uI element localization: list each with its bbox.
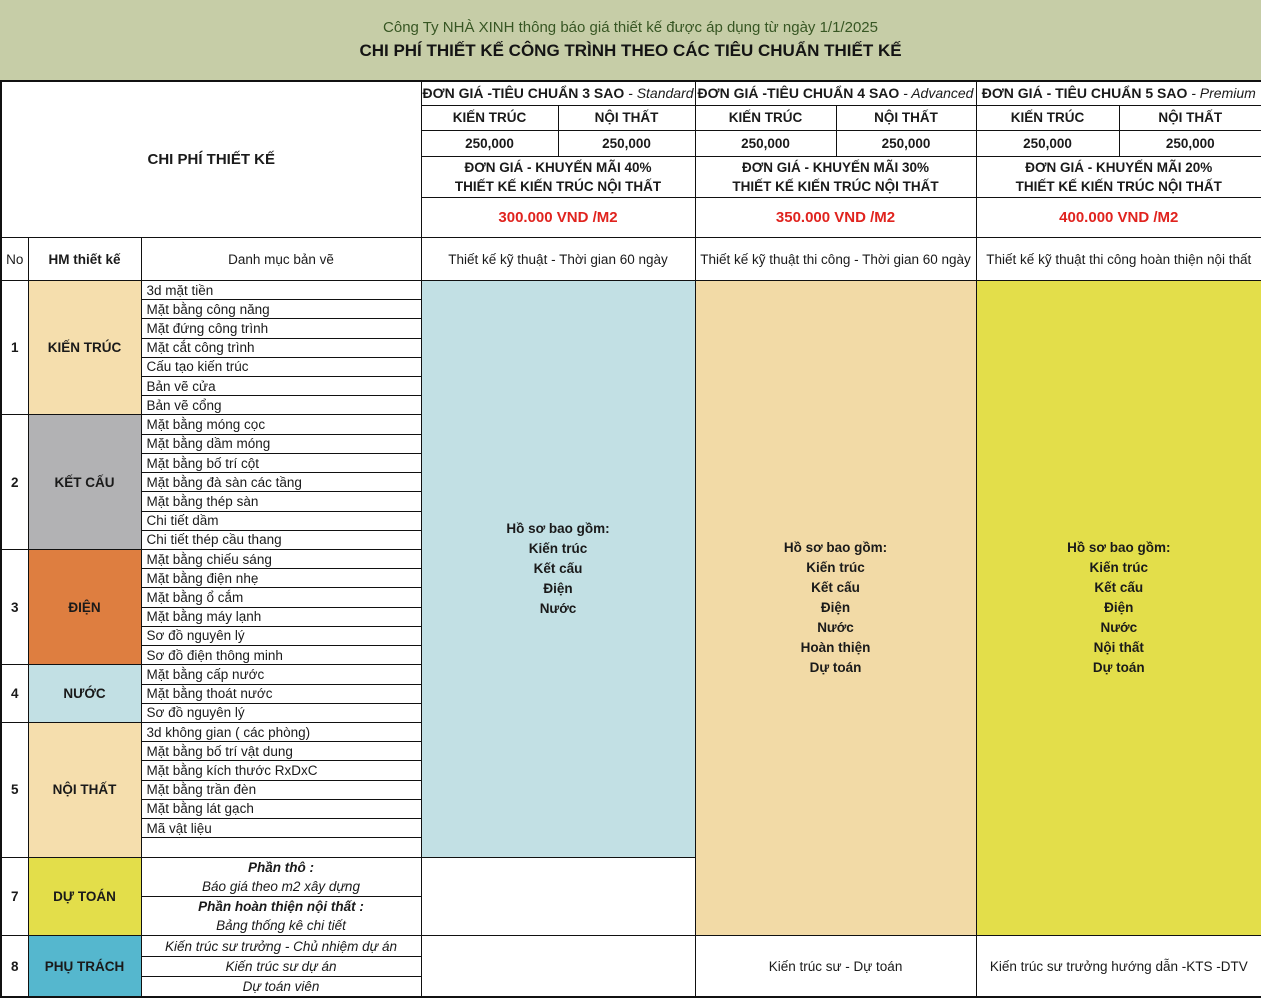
includes-line: Điện: [1104, 600, 1134, 616]
banner: [0, 0, 1261, 80]
row-number: 7: [1, 857, 28, 936]
includes-line: Kết cấu: [811, 580, 860, 596]
includes-line: Dự toán: [809, 660, 862, 676]
arch-price-4sao: 250,000: [695, 131, 836, 157]
includes-line: Kiến trúc: [528, 540, 588, 556]
interior-price-5sao: 250,000: [1119, 131, 1261, 157]
promo-3sao-line2: THIẾT KẾ KIẾN TRÚC NỘI THẤT: [454, 179, 662, 195]
drawing-item: Sơ đồ nguyên lý: [141, 626, 421, 645]
interior-price-3sao: 250,000: [558, 131, 695, 157]
includes-title: Hồ sơ bao gồm:: [783, 540, 888, 556]
arch-header-5sao: KIẾN TRÚC: [976, 105, 1119, 130]
drawing-item: Bản vẽ cửa: [141, 377, 421, 396]
interior-header-4sao: NỘI THẤT: [836, 105, 976, 130]
category-estimate: DỰ TOÁN: [28, 857, 141, 936]
promo-4sao: [695, 157, 976, 198]
tier-5sao-suffix: - Premium: [1191, 85, 1256, 102]
staff-cell-5sao: Kiến trúc sư trưởng hướng dẫn -KTS -DTV: [976, 936, 1261, 997]
drawing-item: Mặt bằng móng cọc: [141, 415, 421, 434]
tier-3sao-title: [421, 81, 695, 105]
header-no: No: [1, 238, 28, 281]
includes-cell-5sao: [976, 280, 1261, 935]
drawing-item: Bản vẽ cổng: [141, 396, 421, 415]
drawing-item: Cấu tạo kiến trúc: [141, 357, 421, 376]
estimate-head: Phần hoàn thiện nội thất :: [198, 899, 364, 915]
staff-cell-4sao: Kiến trúc sư - Dự toán: [695, 936, 976, 997]
category-architecture: KIẾN TRÚC: [28, 280, 141, 415]
promo-5sao-line1: ĐƠN GIÁ - KHUYẾN MÃI 20%: [1025, 159, 1213, 175]
scope-4sao: Thiết kế kỹ thuật thi công - Thời gian 60 ngày: [695, 238, 976, 281]
drawing-item: 3d mặt tiền: [141, 280, 421, 299]
tier-4sao-title: [695, 81, 976, 105]
drawing-item: Mặt bằng máy lạnh: [141, 607, 421, 626]
arch-header-3sao: KIẾN TRÚC: [421, 105, 558, 130]
drawing-item: Chi tiết dầm: [141, 511, 421, 530]
drawing-item: Mặt bằng chiếu sáng: [141, 550, 421, 569]
row-number: 2: [1, 415, 28, 550]
includes-line: Kiến trúc: [806, 560, 865, 576]
interior-price-4sao: 250,000: [836, 131, 976, 157]
interior-header-3sao: NỘI THẤT: [558, 105, 695, 130]
category-staff: PHỤ TRÁCH: [28, 936, 141, 997]
includes-cell-4sao: [695, 280, 976, 935]
category-electrical: ĐIỆN: [28, 550, 141, 665]
staff-role: Kiến trúc sư trưởng - Chủ nhiệm dự án: [141, 936, 421, 956]
header-drawings: Danh mục bản vẽ: [141, 238, 421, 281]
promo-4sao-line2: THIẾT KẾ KIẾN TRÚC NỘI THẤT: [732, 179, 939, 195]
estimate-sub: Báo giá theo m2 xây dựng: [202, 878, 360, 894]
includes-line: Kết cấu: [1094, 580, 1144, 596]
drawing-item: Mặt bằng điện nhẹ: [141, 569, 421, 588]
arch-price-3sao: 250,000: [421, 131, 558, 157]
empty-3sao-estimate-cell: [421, 857, 695, 936]
category-interior: NỘI THẤT: [28, 722, 141, 857]
estimate-sub: Bảng thống kê chi tiết: [216, 918, 346, 934]
includes-cell-3sao: [421, 280, 695, 857]
row-number: 1: [1, 280, 28, 415]
drawing-item: Mặt bằng đà sàn các tầng: [141, 473, 421, 492]
includes-line: Kết cấu: [533, 560, 583, 576]
row-number: 3: [1, 550, 28, 665]
tier-3sao-suffix: - Standard: [628, 85, 694, 102]
includes-line: Nội thất: [1093, 640, 1144, 656]
tier-4sao-title-text: ĐƠN GIÁ -TIÊU CHUẨN 4 SAO: [697, 85, 900, 102]
row-number: 5: [1, 722, 28, 857]
page-title: CHI PHÍ THIẾT KẾ CÔNG TRÌNH THEO CÁC TIÊU CHUẨN THIẾT KẾ: [359, 41, 902, 60]
drawing-item: Sơ đồ điện thông minh: [141, 646, 421, 665]
empty-3sao-staff-cell: [421, 936, 695, 997]
includes-line: Dự toán: [1092, 660, 1145, 676]
includes-line: Hoàn thiện: [800, 640, 871, 656]
promo-5sao-line2: THIẾT KẾ KIẾN TRÚC NỘI THẤT: [1015, 179, 1222, 195]
drawing-item: Mã vật liệu: [141, 819, 421, 838]
includes-line: Nước: [817, 620, 854, 636]
price-table: [0, 80, 1261, 998]
tier-5sao-title-text: ĐƠN GIÁ - TIÊU CHUẨN 5 SAO: [981, 85, 1188, 102]
includes-line: Nước: [539, 600, 577, 616]
drawing-item-empty: [141, 838, 421, 857]
arch-header-4sao: KIẾN TRÚC: [695, 105, 836, 130]
promo-4sao-line1: ĐƠN GIÁ - KHUYẾN MÃI 30%: [741, 159, 930, 175]
drawing-item: Sơ đồ nguyên lý: [141, 703, 421, 722]
includes-line: Kiến trúc: [1089, 560, 1149, 576]
includes-line: Nước: [1100, 620, 1138, 636]
includes-title: Hồ sơ bao gồm:: [1067, 540, 1171, 556]
cost-title-cell: CHI PHÍ THIẾT KẾ: [1, 81, 421, 238]
scope-5sao: Thiết kế kỹ thuật thi công hoàn thiện nội thất: [976, 238, 1261, 281]
promo-price-5sao: 400.000 VND /M2: [976, 197, 1261, 237]
drawing-item: Mặt cắt công trình: [141, 338, 421, 357]
drawing-item: Mặt bằng dầm móng: [141, 434, 421, 453]
drawing-item: Mặt bằng ổ cắm: [141, 588, 421, 607]
drawing-item: Mặt bằng trần đèn: [141, 780, 421, 799]
category-plumbing: NƯỚC: [28, 665, 141, 723]
arch-price-5sao: 250,000: [976, 131, 1119, 157]
header-category: HM thiết kế: [28, 238, 141, 281]
drawing-item: Mặt bằng thoát nước: [141, 684, 421, 703]
scope-3sao: Thiết kế kỹ thuật - Thời gian 60 ngày: [421, 238, 695, 281]
drawing-item: Mặt bằng công năng: [141, 300, 421, 319]
tier-4sao-suffix: - Advanced: [903, 85, 974, 102]
promo-price-3sao: 300.000 VND /M2: [421, 197, 695, 237]
drawing-item: Mặt bằng bố trí vật dung: [141, 742, 421, 761]
includes-line: Điện: [820, 600, 851, 616]
row-number: 8: [1, 936, 28, 997]
tier-3sao-title-text: ĐƠN GIÁ -TIÊU CHUẨN 3 SAO: [422, 85, 625, 102]
drawing-item: Chi tiết thép cầu thang: [141, 530, 421, 549]
row-number: 4: [1, 665, 28, 723]
tier-5sao-title: [976, 81, 1261, 105]
drawing-item: Mặt bằng bố trí cột: [141, 453, 421, 472]
drawing-item: Mặt đứng công trình: [141, 319, 421, 338]
category-structure: KẾT CẤU: [28, 415, 141, 550]
staff-role: Kiến trúc sư dự án: [141, 956, 421, 976]
estimate-pair: [141, 896, 421, 935]
drawing-item: 3d không gian ( các phòng): [141, 722, 421, 741]
includes-title: Hồ sơ bao gồm:: [506, 520, 610, 536]
drawing-item: Mặt bằng cấp nước: [141, 665, 421, 684]
promo-3sao-line1: ĐƠN GIÁ - KHUYẾN MÃI 40%: [464, 159, 652, 175]
promo-price-4sao: 350.000 VND /M2: [695, 197, 976, 237]
drawing-item: Mặt bằng kích thước RxDxC: [141, 761, 421, 780]
estimate-pair: [141, 857, 421, 896]
promo-3sao: [421, 157, 695, 198]
drawing-item: Mặt bằng lát gạch: [141, 799, 421, 818]
staff-role: Dự toán viên: [141, 976, 421, 997]
promo-5sao: [976, 157, 1261, 198]
includes-line: Điện: [543, 580, 573, 596]
drawing-item: Mặt bằng thép sàn: [141, 492, 421, 511]
estimate-head: Phần thô :: [248, 859, 314, 875]
banner-subtitle: Công Ty NHÀ XINH thông báo giá thiết kế được áp dụng từ ngày 1/1/2025: [383, 19, 878, 36]
interior-header-5sao: NỘI THẤT: [1119, 105, 1261, 130]
